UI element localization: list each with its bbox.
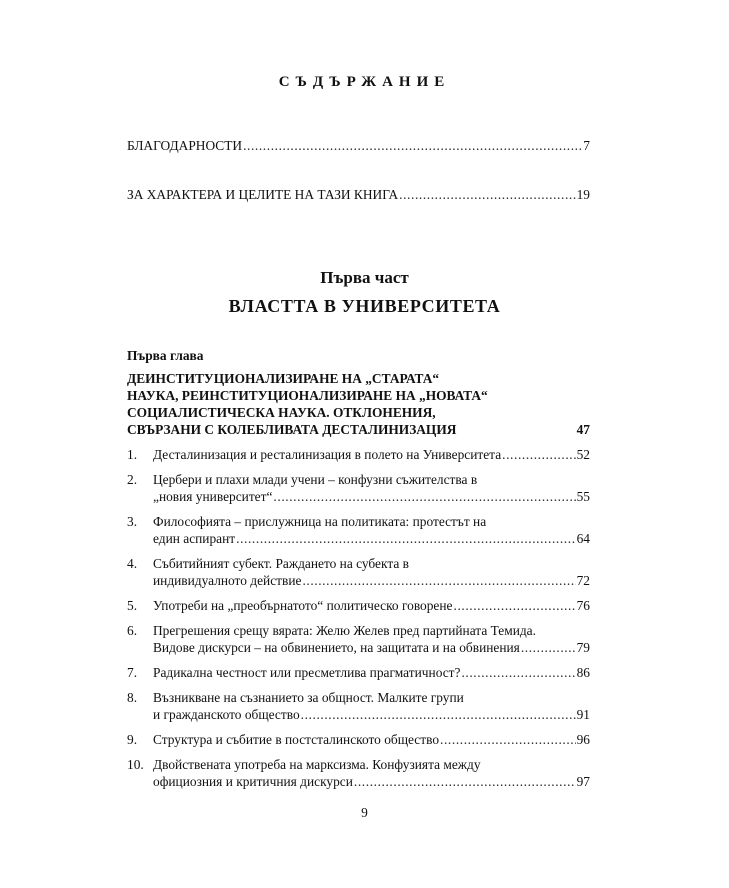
entry-text: Цербери и плахи млади учени – конфузни съжителства в (153, 472, 478, 487)
entry-last-line (153, 530, 590, 547)
chapter-label: Първа глава (127, 348, 204, 363)
dot-leader (399, 186, 575, 203)
dot-leader (302, 572, 575, 589)
entry-page: 55 (576, 489, 590, 504)
toc-entry-title: ЗА ХАРАКТЕРА И ЦЕЛИТЕ НА ТАЗИ КНИГА (127, 187, 399, 202)
chapter-title-line-last[interactable] (127, 421, 590, 438)
entry-number: 2. (127, 472, 138, 487)
entry-text: Видове дискурси – на обвинението, на защитата и на обвинения (153, 640, 520, 655)
entry-number: 4. (127, 556, 138, 571)
chapter-page: 47 (576, 422, 590, 437)
entry-text: Десталинизация и ресталинизация в полето на Университета (153, 447, 502, 462)
toc-entry-book-purpose[interactable] (127, 186, 590, 203)
part-label: Първа част (320, 268, 409, 287)
entry-last-line (153, 446, 590, 463)
dot-leader (236, 530, 575, 547)
entry-number: 7. (127, 665, 138, 680)
entry-page: 96 (576, 732, 590, 747)
toc-entry-title: БЛАГОДАРНОСТИ (127, 138, 243, 153)
entry-text: индивидуалното действие (153, 573, 302, 588)
dot-leader (301, 706, 576, 723)
entry-last-line (153, 597, 590, 614)
dot-leader (440, 731, 576, 748)
entry-page: 86 (576, 665, 590, 680)
entry-last-line (153, 488, 590, 505)
chapter-title-line[interactable]: СОЦИАЛИСТИЧЕСКА НАУКА. ОТКЛОНЕНИЯ, (127, 405, 436, 420)
entry-last-line (153, 773, 590, 790)
dot-leader (354, 773, 576, 790)
dot-leader (502, 446, 575, 463)
entry-number: 1. (127, 447, 138, 462)
entry-text: Структура и събитие в постсталинското общество (153, 732, 440, 747)
entry-page: 97 (576, 774, 590, 789)
entry-number: 10. (127, 757, 144, 772)
entry-text: и гражданското общество (153, 707, 300, 722)
entry-number: 3. (127, 514, 138, 529)
toc-entry-page: 7 (583, 138, 590, 153)
entry-last-line (153, 572, 590, 589)
entry-last-line (153, 664, 590, 681)
dot-leader (273, 488, 575, 505)
entry-text: Радикална честност или пресметлива прагматичност? (153, 665, 461, 680)
entry-text: Двойствената употреба на марксизма. Конфузията между (153, 757, 481, 772)
entry-last-line (153, 639, 590, 656)
entry-text: Възникване на съзнанието за общност. Малките групи (153, 690, 464, 705)
entry-page: 52 (576, 447, 590, 462)
entry-page: 64 (576, 531, 590, 546)
toc-heading: СЪДЪРЖАНИЕ (278, 74, 451, 90)
entry-last-line (153, 706, 590, 723)
toc-entry-page: 19 (576, 187, 590, 202)
entry-page: 72 (576, 573, 590, 588)
chapter-title-line[interactable]: НАУКА, РЕИНСТИТУЦИОНАЛИЗИРАНЕ НА „НОВАТА“ (127, 388, 488, 403)
entry-text: Прегрешения срещу вярата: Желю Желев пред партийната Темида. (153, 623, 536, 638)
entry-number: 8. (127, 690, 138, 705)
entry-page: 79 (576, 640, 590, 655)
dot-leader (461, 664, 575, 681)
dot-leader (454, 597, 576, 614)
entry-text: Философията – прислужница на политиката: протестът на (153, 514, 487, 529)
part-title: ВЛАСТТА В УНИВЕРСИТЕТА (228, 296, 501, 316)
entry-number: 9. (127, 732, 138, 747)
entry-text: „новия университет“ (153, 489, 273, 504)
entry-text: Събитийният субект. Раждането на субекта в (153, 556, 409, 571)
dot-leader (243, 137, 582, 154)
entry-page: 76 (576, 598, 590, 613)
entry-last-line (153, 731, 590, 748)
entry-number: 6. (127, 623, 138, 638)
page-number: 9 (361, 805, 368, 820)
dot-leader (521, 639, 576, 656)
entry-page: 91 (576, 707, 590, 722)
entry-text: Употреби на „преобърнатото“ политическо говорене (153, 598, 453, 613)
entry-text: един аспирант (153, 531, 236, 546)
chapter-title-line[interactable]: ДЕИНСТИТУЦИОНАЛИЗИРАНЕ НА „СТАРАТА“ (127, 371, 440, 386)
chapter-title-text: СВЪРЗАНИ С КОЛЕБЛИВАТА ДЕСТАЛИНИЗАЦИЯ (127, 422, 457, 437)
toc-entry-acknowledgements[interactable] (127, 137, 590, 154)
entry-text: официозния и критичния дискурси (153, 774, 353, 789)
entry-number: 5. (127, 598, 138, 613)
